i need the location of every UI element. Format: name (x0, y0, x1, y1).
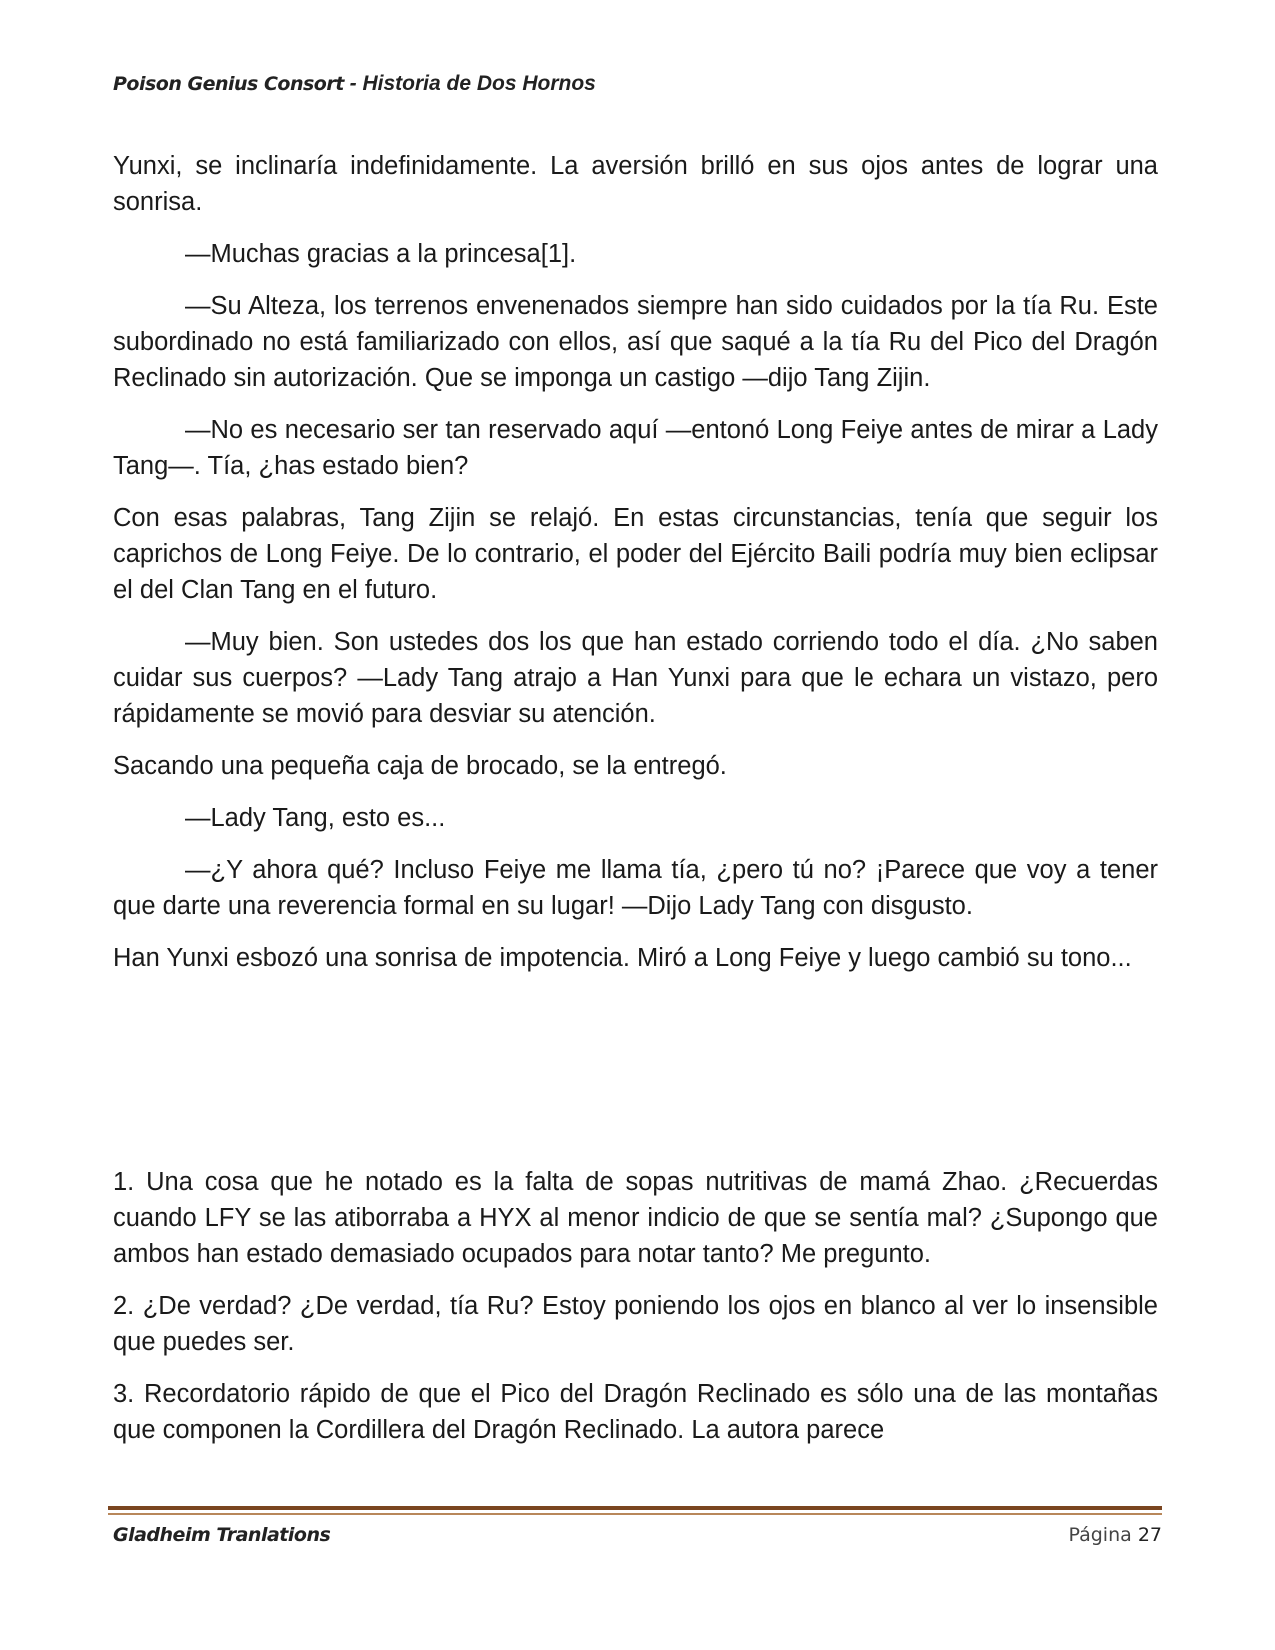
page-header (113, 72, 596, 96)
paragraph: —Lady Tang, esto es... (185, 804, 446, 832)
paragraph: —Muy bien. Son ustedes dos los que han estado corriendo todo el día. ¿No saben cuidar sus cuerpos? —Lady Tang atrajo a Han Yunxi para que le echara un vistazo, pero rápidamente se movió para desviar su atención. (113, 628, 1158, 728)
footnotes (113, 1164, 1158, 1464)
page-number (1068, 1524, 1162, 1546)
paragraph: Sacando una pequeña caja de brocado, se la entregó. (113, 752, 727, 780)
footnote: 1. Una cosa que he notado es la falta de sopas nutritivas de mamá Zhao. ¿Recuerdas cuando LFY se las atiborraba a HYX al menor indicio de que se sentía mal? ¿Supongo que ambos han estado demasiado ocupados para notar tanto? Me pregunto. (113, 1168, 1158, 1268)
page-number-value: 27 (1137, 1524, 1162, 1546)
paragraph: —¿Y ahora qué? Incluso Feiye me llama tía, ¿pero tú no? ¡Parece que voy a tener que darte una reverencia formal en su lugar! —Dijo Lady Tang con disgusto. (113, 856, 1158, 920)
paragraph: —Muchas gracias a la princesa[1]. (185, 240, 577, 268)
paragraph: —No es necesario ser tan reservado aquí —entonó Long Feiye antes de mirar a Lady Tang—. Tía, ¿has estado bien? (113, 416, 1158, 480)
paragraph: Han Yunxi esbozó una sonrisa de impotencia. Miró a Long Feiye y luego cambió su tono... (113, 944, 1132, 972)
header-title: Historia de Dos Hornos (362, 72, 596, 95)
header-separator: - (343, 72, 363, 95)
paragraph: Con esas palabras, Tang Zijin se relajó. En estas circunstancias, tenía que seguir los caprichos de Long Feiye. De lo contrario, el poder del Ejército Baili podría muy bien eclipsar el del Clan Tang en el futuro. (113, 504, 1158, 604)
page-label: Página (1068, 1524, 1132, 1546)
footer-rule-thick (108, 1506, 1162, 1510)
body-text (113, 148, 1158, 992)
paragraph: Yunxi, se inclinaría indefinidamente. La aversión brilló en sus ojos antes de lograr una sonrisa. (113, 152, 1158, 216)
footer-rule-thin (108, 1513, 1162, 1515)
header-series: Poison Genius Consort (113, 73, 344, 95)
footnote: 3. Recordatorio rápido de que el Pico del Dragón Reclinado es sólo una de las montañas que componen la Cordillera del Dragón Reclinado. La autora parece (113, 1380, 1158, 1444)
paragraph: —Su Alteza, los terrenos envenenados siempre han sido cuidados por la tía Ru. Este subordinado no está familiarizado con ellos, así que saqué a la tía Ru del Pico del Dragón Reclinado sin autorización. Que se imponga un castigo —dijo Tang Zijin. (113, 292, 1158, 392)
footer-credit: Gladheim Tranlations (113, 1524, 331, 1546)
footnote: 2. ¿De verdad? ¿De verdad, tía Ru? Estoy poniendo los ojos en blanco al ver lo insensible que puedes ser. (113, 1292, 1158, 1356)
